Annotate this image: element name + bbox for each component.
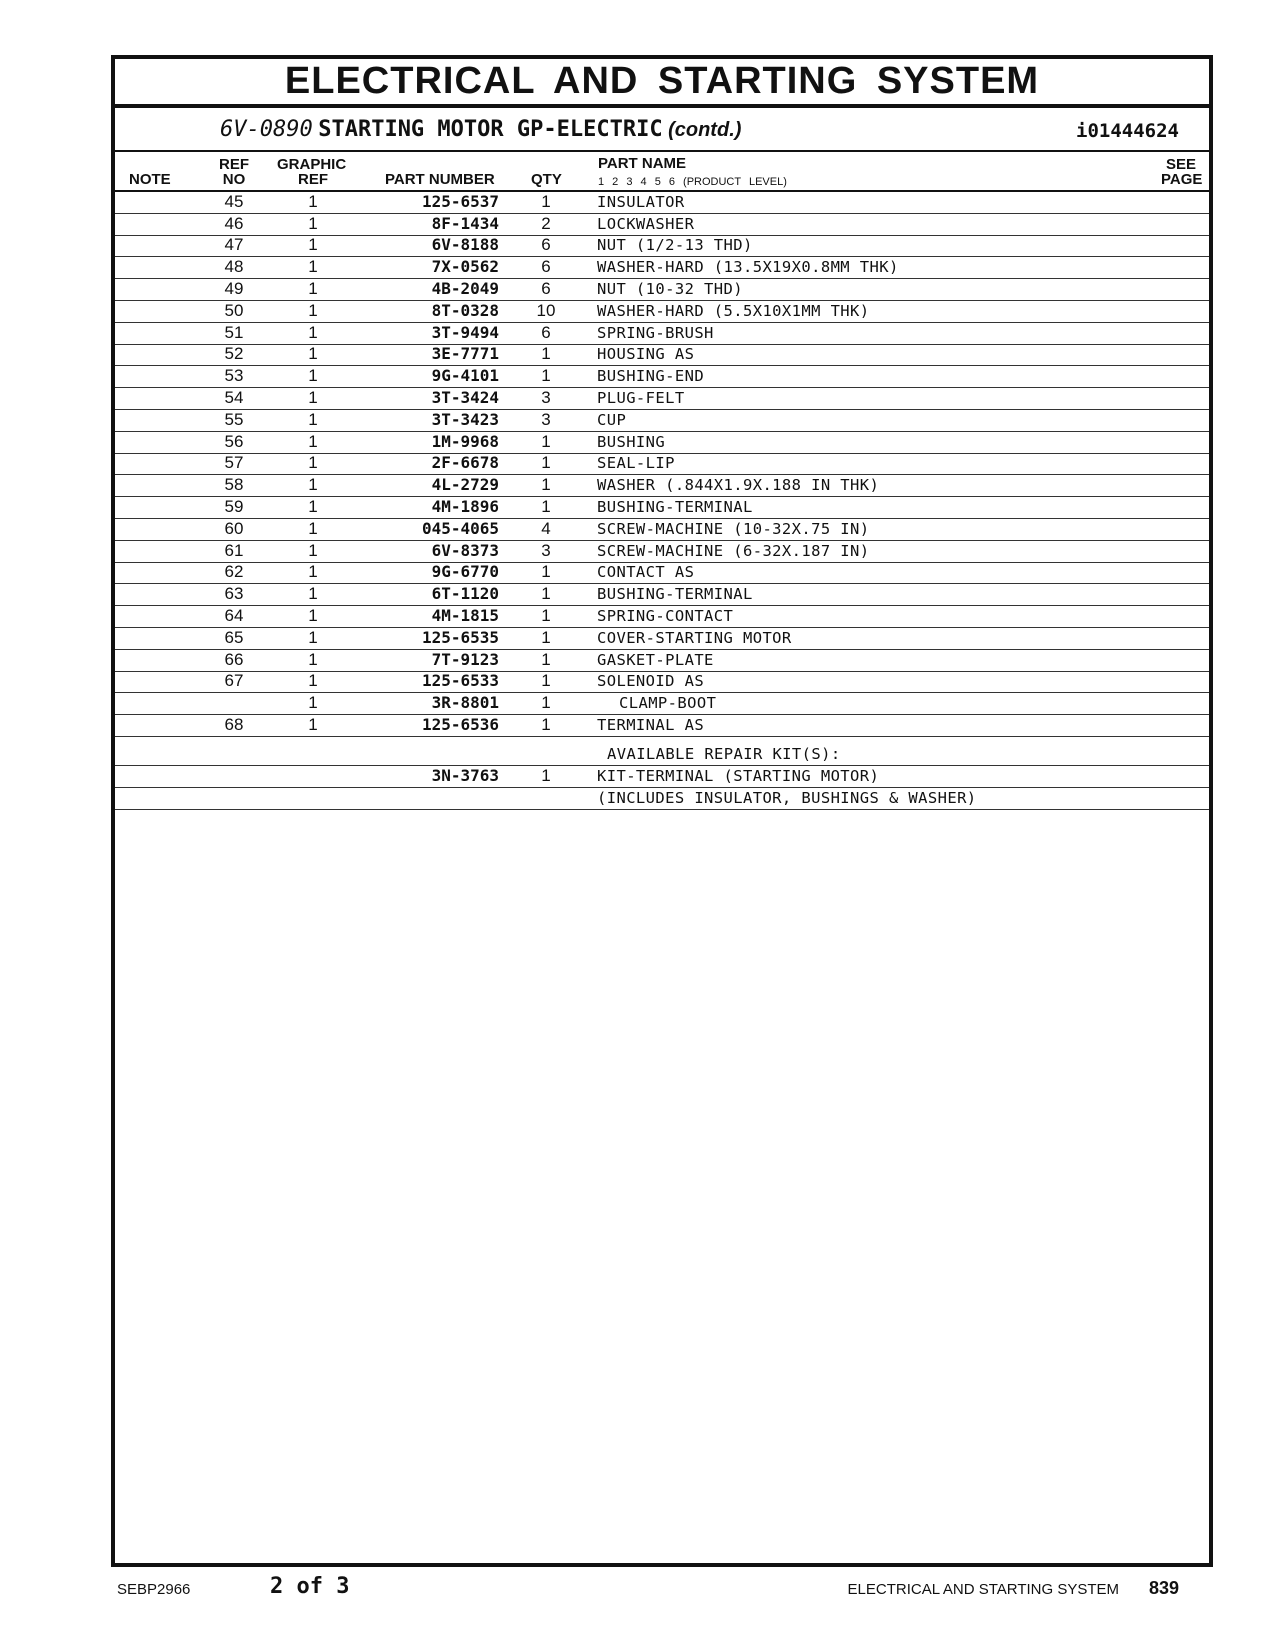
part-number-cell[interactable]: 2F-6678 [431, 453, 499, 473]
page-title: ELECTRICAL AND STARTING SYSTEM [115, 59, 1209, 108]
table-row [115, 693, 1209, 715]
part-number-cell[interactable]: 125-6533 [421, 671, 499, 691]
part-number-cell[interactable]: 3T-9494 [431, 322, 499, 342]
graphic-ref-cell: 1 [308, 300, 318, 320]
part-name-cell: NUT (10-32 THD) [597, 279, 743, 298]
part-name-cell: TERMINAL AS [597, 715, 705, 734]
part-number-cell[interactable]: 6T-1120 [431, 584, 499, 604]
table-row [115, 301, 1209, 323]
table-row [115, 236, 1209, 258]
part-number-cell[interactable]: 3N-3763 [431, 765, 499, 785]
part-name-cell: LOCKWASHER [597, 214, 695, 233]
graphic-ref-cell: 1 [308, 366, 318, 386]
ref-no-cell: 66 [224, 649, 244, 669]
graphic-ref-cell: 1 [308, 344, 318, 364]
part-name-cell: SEAL-LIP [597, 454, 675, 473]
col-graphic-ref-line1: GRAPHIC [277, 156, 347, 173]
graphic-ref-cell: 1 [308, 518, 318, 538]
col-ref-no-line2: NO [222, 171, 246, 188]
part-number-cell[interactable]: 045-4065 [421, 518, 499, 538]
col-note: NOTE [129, 171, 171, 188]
graphic-ref-cell: 1 [308, 605, 318, 625]
ref-no-cell: 62 [224, 562, 244, 582]
qty-cell: 1 [541, 714, 551, 734]
table-row [115, 388, 1209, 410]
footer-section: ELECTRICAL AND STARTING SYSTEM [847, 1581, 1119, 1598]
part-name-cell: COVER-STARTING MOTOR [597, 628, 792, 647]
part-name-cell: KIT-TERMINAL (STARTING MOTOR) [597, 766, 880, 785]
part-name-cell: SCREW-MACHINE (10-32X.75 IN) [597, 519, 870, 538]
table-row [115, 650, 1209, 672]
col-qty: QTY [531, 171, 562, 188]
qty-cell: 6 [541, 257, 551, 277]
part-number-cell[interactable]: 4M-1896 [431, 496, 499, 516]
graphic-ref-cell: 1 [308, 431, 318, 451]
parts-table [115, 192, 1209, 810]
part-name-cell: WASHER-HARD (13.5X19X0.8MM THK) [597, 258, 899, 277]
col-graphic-ref-line2: REF [298, 171, 328, 188]
part-name-cell: BUSHING-TERMINAL [597, 497, 753, 516]
qty-cell: 1 [541, 584, 551, 604]
graphic-ref-cell: 1 [308, 409, 318, 429]
ref-no-cell: 55 [224, 409, 244, 429]
table-row [115, 192, 1209, 214]
ref-no-cell: 51 [224, 322, 244, 342]
graphic-ref-cell: 1 [308, 278, 318, 298]
part-number-cell[interactable]: 3T-3423 [431, 409, 499, 429]
graphic-ref-cell: 1 [308, 453, 318, 473]
table-row [115, 475, 1209, 497]
table-row [115, 715, 1209, 737]
graphic-ref-cell: 1 [308, 540, 318, 560]
part-number-cell[interactable]: 3T-3424 [431, 387, 499, 407]
part-name-cell: BUSHING-TERMINAL [597, 585, 753, 604]
part-name-cell: HOUSING AS [597, 345, 695, 364]
ref-no-cell: 59 [224, 496, 244, 516]
ref-no-cell: 46 [224, 213, 244, 233]
qty-cell: 3 [541, 387, 551, 407]
ref-no-cell: 61 [224, 540, 244, 560]
ref-no-cell: 48 [224, 257, 244, 277]
graphic-ref-cell: 1 [308, 562, 318, 582]
graphic-ref-cell: 1 [308, 235, 318, 255]
page-frame [111, 55, 1213, 1567]
table-row [115, 257, 1209, 279]
col-product-levels: 1 2 3 4 5 6 (PRODUCT LEVEL) [598, 176, 787, 188]
part-name-cell: SPRING-CONTACT [597, 606, 734, 625]
qty-cell: 6 [541, 235, 551, 255]
qty-cell: 10 [536, 300, 556, 320]
part-number-cell[interactable]: 125-6536 [421, 714, 499, 734]
qty-cell: 6 [541, 322, 551, 342]
table-row [115, 323, 1209, 345]
graphic-ref-cell: 1 [308, 213, 318, 233]
table-row [115, 279, 1209, 301]
group-title [220, 116, 741, 142]
qty-cell: 1 [541, 496, 551, 516]
col-see-page-line1: SEE [1165, 156, 1196, 173]
part-name-cell: SPRING-BRUSH [597, 323, 714, 342]
part-number-cell[interactable]: 125-6535 [421, 627, 499, 647]
part-name-cell: AVAILABLE REPAIR KIT(S): [607, 744, 841, 763]
qty-cell: 4 [541, 518, 551, 538]
qty-cell: 1 [541, 344, 551, 364]
part-name-cell: CLAMP-BOOT [619, 694, 717, 713]
ref-no-cell: 65 [224, 627, 244, 647]
group-continued: (contd.) [668, 119, 742, 141]
qty-cell: 1 [541, 627, 551, 647]
ref-no-cell: 47 [224, 235, 244, 255]
table-row [115, 737, 1209, 766]
table-row [115, 432, 1209, 454]
col-part-name: PART NAME [598, 155, 687, 172]
graphic-ref-cell: 1 [308, 496, 318, 516]
table-row [115, 672, 1209, 694]
qty-cell: 1 [541, 605, 551, 625]
table-row [115, 628, 1209, 650]
qty-cell: 1 [541, 453, 551, 473]
table-row [115, 606, 1209, 628]
graphic-ref-cell: 1 [308, 671, 318, 691]
group-number[interactable]: 6V-0890 [220, 117, 313, 142]
illustration-id[interactable]: i01444624 [1076, 120, 1179, 142]
part-name-cell: NUT (1/2-13 THD) [597, 236, 753, 255]
part-name-cell: CONTACT AS [597, 563, 695, 582]
part-number-cell[interactable]: 125-6537 [421, 191, 499, 211]
ref-no-cell: 56 [224, 431, 244, 451]
ref-no-cell: 52 [224, 344, 244, 364]
qty-cell: 1 [541, 649, 551, 669]
table-row [115, 584, 1209, 606]
table-row [115, 519, 1209, 541]
table-row [115, 345, 1209, 367]
qty-cell: 1 [541, 191, 551, 211]
footer-page-number: 839 [1148, 1578, 1179, 1598]
part-name-cell: CUP [597, 410, 627, 429]
footer-document-number: SEBP2966 [117, 1581, 191, 1598]
ref-no-cell: 58 [224, 475, 244, 495]
qty-cell: 1 [541, 475, 551, 495]
ref-no-cell: 49 [224, 278, 244, 298]
table-row [115, 766, 1209, 788]
part-number-cell[interactable]: 8T-0328 [431, 300, 499, 320]
qty-cell: 1 [541, 562, 551, 582]
graphic-ref-cell: 1 [308, 322, 318, 342]
part-number-cell[interactable]: 9G-4101 [431, 366, 499, 386]
qty-cell: 3 [541, 409, 551, 429]
part-name-cell: GASKET-PLATE [597, 650, 714, 669]
ref-no-cell: 57 [224, 453, 244, 473]
table-row [115, 214, 1209, 236]
qty-cell: 1 [541, 671, 551, 691]
graphic-ref-cell: 1 [308, 693, 318, 713]
column-headers [115, 152, 1209, 192]
part-number-cell[interactable]: 3R-8801 [431, 693, 499, 713]
graphic-ref-cell: 1 [308, 714, 318, 734]
ref-no-cell: 63 [224, 584, 244, 604]
part-number-cell[interactable]: 3E-7771 [431, 344, 499, 364]
part-number-cell[interactable]: 6V-8373 [431, 540, 499, 560]
part-number-cell[interactable]: 1M-9968 [431, 431, 499, 451]
graphic-ref-cell: 1 [308, 257, 318, 277]
part-name-cell: WASHER (.844X1.9X.188 IN THK) [597, 476, 880, 495]
part-number-cell[interactable]: 4L-2729 [431, 475, 499, 495]
table-row [115, 454, 1209, 476]
part-number-cell[interactable]: 6V-8188 [431, 235, 499, 255]
col-ref-no-line1: REF [219, 156, 249, 173]
qty-cell: 1 [541, 693, 551, 713]
col-part-number: PART NUMBER [385, 171, 495, 188]
part-name-cell: SOLENOID AS [597, 672, 705, 691]
part-number-cell[interactable]: 7X-0562 [431, 257, 499, 277]
table-row [115, 497, 1209, 519]
qty-cell: 1 [541, 366, 551, 386]
ref-no-cell: 54 [224, 387, 244, 407]
group-header [115, 108, 1209, 152]
group-name: STARTING MOTOR GP-ELECTRIC [318, 117, 663, 142]
part-name-cell: BUSHING [597, 432, 666, 451]
graphic-ref-cell: 1 [308, 584, 318, 604]
part-name-cell: PLUG-FELT [597, 388, 685, 407]
part-number-cell[interactable]: 7T-9123 [431, 649, 499, 669]
qty-cell: 2 [541, 213, 551, 233]
table-row [115, 366, 1209, 388]
part-number-cell[interactable]: 4B-2049 [431, 278, 499, 298]
graphic-ref-cell: 1 [308, 191, 318, 211]
graphic-ref-cell: 1 [308, 475, 318, 495]
ref-no-cell: 64 [224, 605, 244, 625]
table-row [115, 410, 1209, 432]
graphic-ref-cell: 1 [308, 627, 318, 647]
qty-cell: 3 [541, 540, 551, 560]
part-number-cell[interactable]: 4M-1815 [431, 605, 499, 625]
ref-no-cell: 60 [224, 518, 244, 538]
ref-no-cell: 45 [224, 191, 244, 211]
table-row [115, 788, 1209, 810]
part-number-cell[interactable]: 9G-6770 [431, 562, 499, 582]
part-name-cell: SCREW-MACHINE (6-32X.187 IN) [597, 541, 870, 560]
table-row [115, 541, 1209, 563]
part-number-cell[interactable]: 8F-1434 [431, 213, 499, 233]
ref-no-cell: 50 [224, 300, 244, 320]
qty-cell: 1 [541, 765, 551, 785]
ref-no-cell: 67 [224, 671, 244, 691]
ref-no-cell: 53 [224, 366, 244, 386]
footer-sheet: 2 of 3 [270, 1574, 350, 1599]
part-name-cell: INSULATOR [597, 192, 685, 211]
ref-no-cell: 68 [224, 714, 244, 734]
part-name-cell: (INCLUDES INSULATOR, BUSHINGS & WASHER) [597, 788, 977, 807]
part-name-cell: BUSHING-END [597, 367, 705, 386]
graphic-ref-cell: 1 [308, 649, 318, 669]
graphic-ref-cell: 1 [308, 387, 318, 407]
qty-cell: 1 [541, 431, 551, 451]
table-row [115, 563, 1209, 585]
page-footer [0, 1572, 1275, 1612]
col-see-page-line2: PAGE [1161, 171, 1203, 188]
part-name-cell: WASHER-HARD (5.5X10X1MM THK) [597, 301, 870, 320]
qty-cell: 6 [541, 278, 551, 298]
